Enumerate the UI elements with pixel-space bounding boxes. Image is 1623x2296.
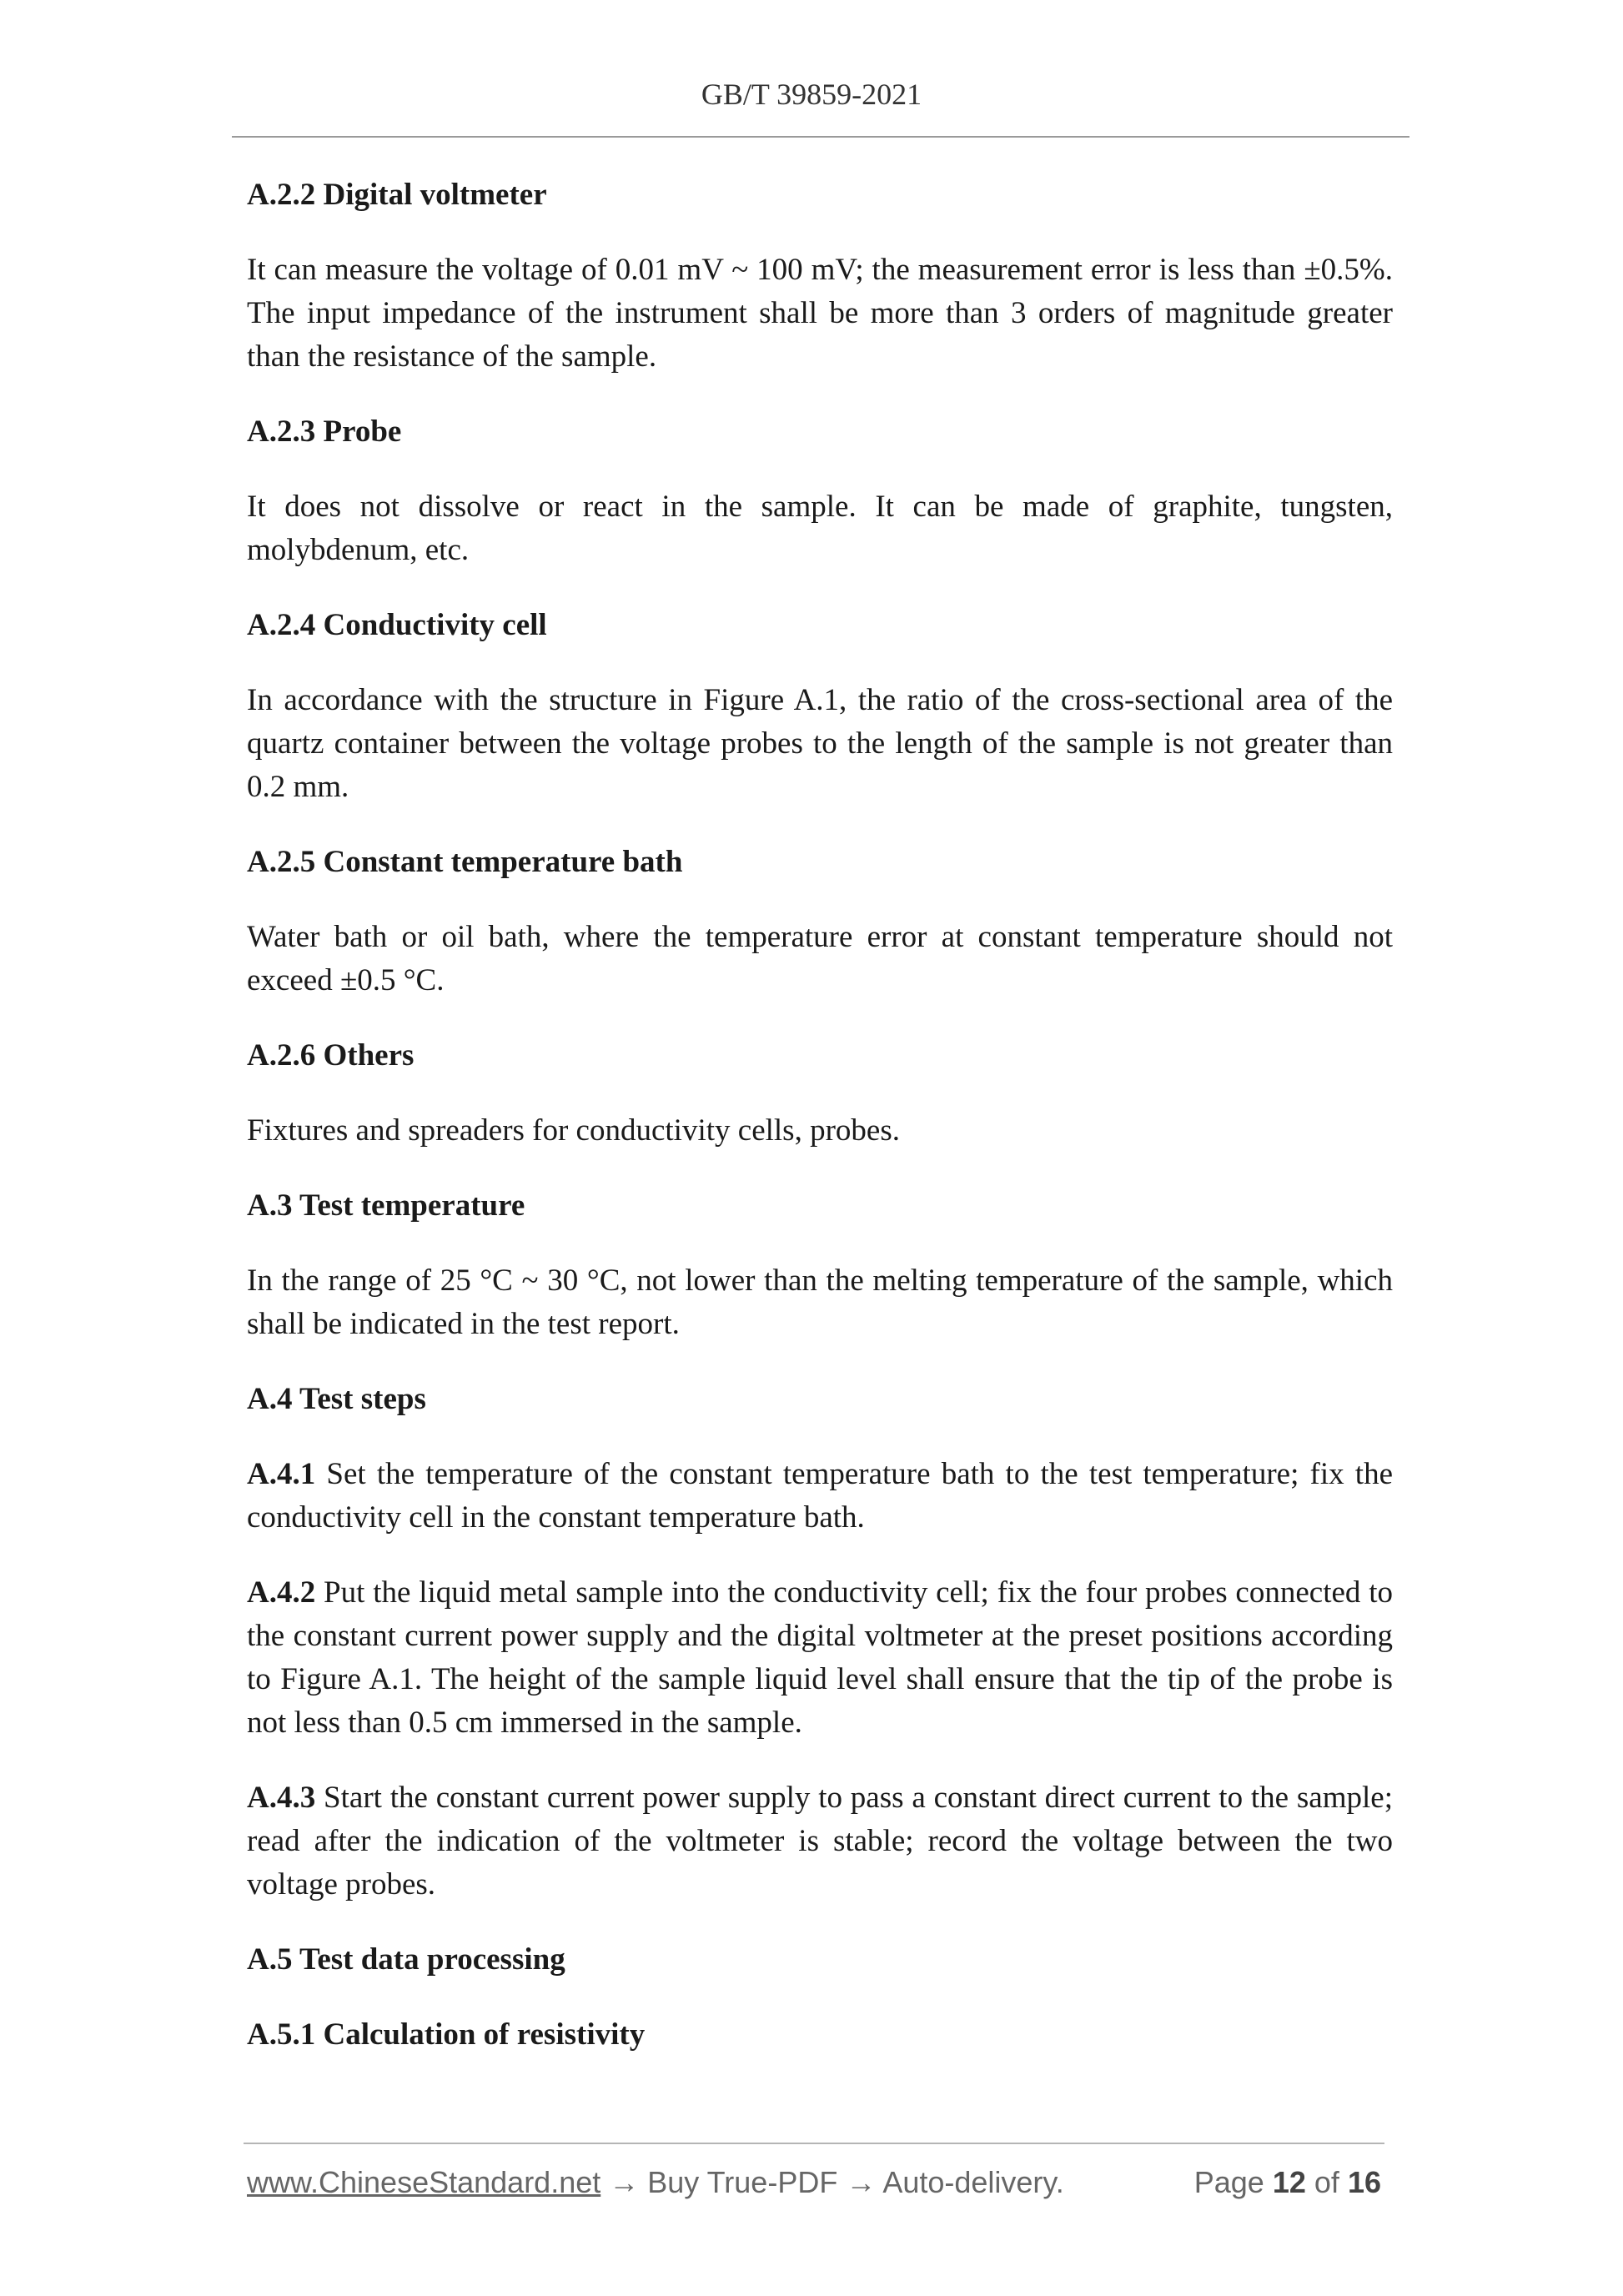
of-word: of — [1314, 2165, 1339, 2199]
page-total-number: 16 — [1347, 2165, 1381, 2199]
footer-tagline: → Buy True-PDF → Auto-delivery. — [600, 2165, 1064, 2199]
heading-a-3: A.3 Test temperature — [247, 1188, 525, 1223]
paragraph-a-2-4: In accordance with the structure in Figure A.1, the ratio of the cross-sectional area of the quartz container between the voltage probes to the length of the sample is not greater than 0.2 mm. — [247, 683, 1393, 804]
clause-label-a-4-2: A.4.2 — [247, 1575, 316, 1610]
footer-promo — [247, 2165, 1064, 2200]
paragraph-a-2-3: It does not dissolve or react in the sample. It can be made of graphite, tungsten, molybdenum, etc. — [247, 490, 1393, 567]
clause-text-a-4-2: Put the liquid metal sample into the conductivity cell; fix the four probes connected to the constant current power supply and the digital voltmeter at the preset positions according to Figure A.1. The height of the sample liquid level shall ensure that the tip of the probe is not less than 0.5 cm immersed in the sample. — [247, 1575, 1393, 1740]
document-body — [247, 173, 1393, 2088]
heading-a-4: A.4 Test steps — [247, 1382, 426, 1416]
heading-a-2-3: A.2.3 Probe — [247, 414, 402, 449]
paragraph-a-4-2 — [247, 1571, 1393, 1745]
paragraph-a-2-2: It can measure the voltage of 0.01 mV ~ 100 mV; the measurement error is less than ±0.5%. The input impedance of the instrument shall be more than 3 orders of magnitude greater than the resistance of the sample. — [247, 253, 1393, 374]
heading-a-2-5: A.2.5 Constant temperature bath — [247, 845, 683, 879]
page-indicator — [1194, 2165, 1381, 2200]
paragraph-a-2-5: Water bath or oil bath, where the temperature error at constant temperature should not exceed ±0.5 °C. — [247, 920, 1393, 997]
page-header-title: GB/T 39859-2021 — [701, 78, 922, 111]
clause-text-a-4-3: Start the constant current power supply to pass a constant direct current to the sample; read after the indication of the voltmeter is stable; record the voltage between the two voltage probes. — [247, 1781, 1393, 1902]
footer-divider — [244, 2143, 1384, 2144]
page-current-number: 12 — [1272, 2165, 1306, 2199]
heading-a-2-2: A.2.2 Digital voltmeter — [247, 178, 547, 212]
page-footer — [247, 2165, 1381, 2207]
page-word: Page — [1193, 2165, 1264, 2199]
heading-a-2-4: A.2.4 Conductivity cell — [247, 608, 547, 642]
clause-label-a-4-1: A.4.1 — [247, 1457, 316, 1491]
heading-a-5-1: A.5.1 Calculation of resistivity — [247, 2017, 646, 2052]
paragraph-a-3: In the range of 25 °C ~ 30 °C, not lower than the melting temperature of the sample, which shall be indicated in the test report. — [247, 1264, 1393, 1341]
paragraph-a-2-6: Fixtures and spreaders for conductivity cells, probes. — [247, 1113, 900, 1148]
clause-text-a-4-1: Set the temperature of the constant temperature bath to the test temperature; fix the conductivity cell in the constant temperature bath. — [247, 1457, 1393, 1535]
paragraph-a-4-1 — [247, 1453, 1393, 1540]
clause-label-a-4-3: A.4.3 — [247, 1781, 316, 1815]
heading-a-5: A.5 Test data processing — [247, 1942, 565, 1977]
footer-site-link[interactable]: www.ChineseStandard.net — [247, 2165, 601, 2199]
heading-a-2-6: A.2.6 Others — [247, 1038, 415, 1073]
paragraph-a-4-3 — [247, 1776, 1393, 1907]
header-divider — [232, 136, 1409, 138]
